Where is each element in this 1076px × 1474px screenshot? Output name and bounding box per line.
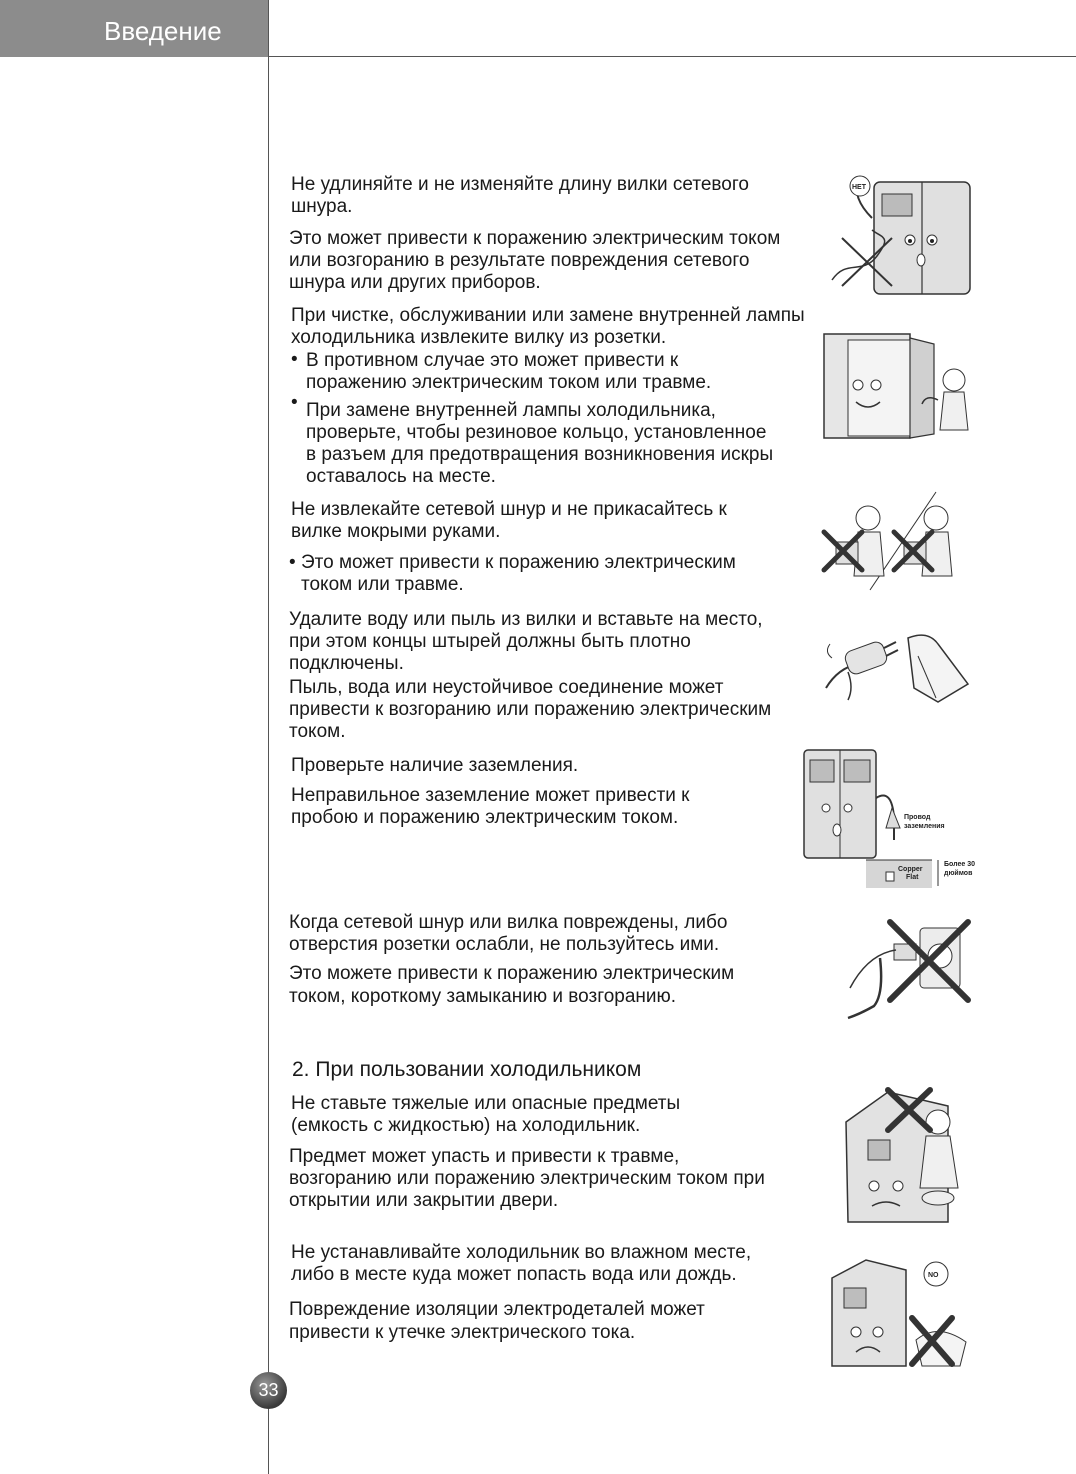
clean-plug-illustration	[818, 628, 976, 708]
section2-title: 2. При пользовании холодильником	[292, 1058, 642, 1081]
block1-body-3: шнура или других приборов.	[289, 272, 541, 293]
margin-rule	[268, 0, 269, 1474]
plate-label-1: Copper	[898, 866, 923, 873]
block6-body-2: током, короткому замыканию и возгоранию.	[289, 986, 677, 1007]
block4-body-5: привести к возгоранию или поражению электрическим	[289, 699, 772, 720]
block2-bullet1-1: В противном случае это может привести к	[306, 350, 679, 371]
s2-block2-heading-1: Не устанавливайте холодильник во влажном месте,	[291, 1242, 752, 1263]
block2-bullet2-4: оставалось на месте.	[306, 466, 496, 487]
block1-heading-1: Не удлиняйте и не изменяйте длину вилки сетевого	[291, 174, 749, 195]
block2-heading-1: При чистке, обслуживании или замене внутренней лампы	[291, 305, 805, 326]
block5-heading: Проверьте наличие заземления.	[291, 755, 579, 776]
s2-block1-body-1: Предмет может упасть и привести к травме,	[289, 1146, 680, 1167]
block6-heading-1: Когда сетевой шнур или вилка повреждены, либо	[289, 912, 728, 933]
no-label: NO	[928, 1272, 939, 1279]
s2-block2-body-2: привести к утечке электрического тока.	[289, 1322, 636, 1343]
block6-heading-2: отверстия розетки ослабли, не пользуйтесь ими.	[289, 934, 720, 955]
header-rule	[269, 56, 1076, 57]
no-extension-cord-illustration	[822, 158, 976, 298]
s2-block2-body-1: Повреждение изоляции электродеталей может	[289, 1299, 705, 1320]
wire-label-1: Провод	[904, 814, 931, 821]
wire-label-2: заземления	[904, 823, 945, 830]
s2-block1-heading-1: Не ставьте тяжелые или опасные предметы	[291, 1093, 681, 1114]
bullet-dot-icon: •	[289, 552, 296, 573]
block3-heading-1: Не извлекайте сетевой шнур и не прикасайтесь к	[291, 499, 727, 520]
block1-body-1: Это может привести к поражению электрическим током	[289, 228, 781, 249]
bullet-dot-icon: •	[291, 349, 298, 370]
block4-body-4: Пыль, вода или неустойчивое соединение может	[289, 677, 724, 698]
block2-bullet2-3: в разъем для предотвращения возникновения искры	[306, 444, 774, 465]
s2-block2-heading-2: либо в месте куда может попасть вода или дождь.	[291, 1264, 737, 1285]
block1-heading-2: шнура.	[291, 196, 353, 217]
block4-body-2: при этом концы штырей должны быть плотно	[289, 631, 691, 652]
depth-label-2: дюймов	[944, 870, 973, 877]
grounding-illustration	[800, 748, 976, 890]
plate-label-2: Flat	[906, 874, 919, 881]
block4-body-6: током.	[289, 721, 346, 742]
page-number-badge: 33	[250, 1372, 287, 1409]
block3-bullet-1: Это может привести к поражению электрическим	[301, 552, 736, 573]
block4-body-1: Удалите воду или пыль из вилки и вставьте на место,	[289, 609, 763, 630]
block5-body-2: пробою и поражению электрическим током.	[291, 807, 679, 828]
block2-bullet1-2: поражению электрическим током или травме.	[306, 372, 712, 393]
block3-bullet-2: током или травме.	[301, 574, 464, 595]
block3-heading-2: вилке мокрыми руками.	[291, 521, 501, 542]
s2-block1-body-2: возгоранию или поражению электрическим током при	[289, 1168, 765, 1189]
no-humid-place-illustration	[826, 1252, 976, 1370]
section-tab	[0, 0, 269, 57]
bullet-dot-icon: •	[291, 392, 298, 413]
s2-block1-body-3: открытии или закрытии двери.	[289, 1190, 559, 1211]
no-heavy-objects-illustration	[838, 1082, 976, 1228]
block5-body-1: Неправильное заземление может привести к	[291, 785, 690, 806]
unplug-before-cleaning-illustration	[818, 330, 976, 442]
block6-body-1: Это можете привести к поражению электрическим	[289, 963, 735, 984]
damaged-cord-illustration	[840, 914, 976, 1022]
section-title: Введение	[104, 16, 222, 46]
block4-body-3: подключены.	[289, 653, 404, 674]
block2-bullet2-1: При замене внутренней лампы холодильника,	[306, 400, 716, 421]
depth-label-1: Более 30	[944, 861, 976, 868]
block1-body-2: или возгоранию в результате повреждения сетевого	[289, 250, 750, 271]
wet-hands-warning-illustration	[818, 490, 976, 594]
block2-heading-2: холодильника извлеките вилку из розетки.	[291, 327, 667, 348]
block2-bullet2-2: проверьте, чтобы резиновое кольцо, установленное	[306, 422, 767, 443]
net-label: НЕТ	[852, 184, 866, 191]
s2-block1-heading-2: (емкость с жидкостью) на холодильник.	[291, 1115, 641, 1136]
